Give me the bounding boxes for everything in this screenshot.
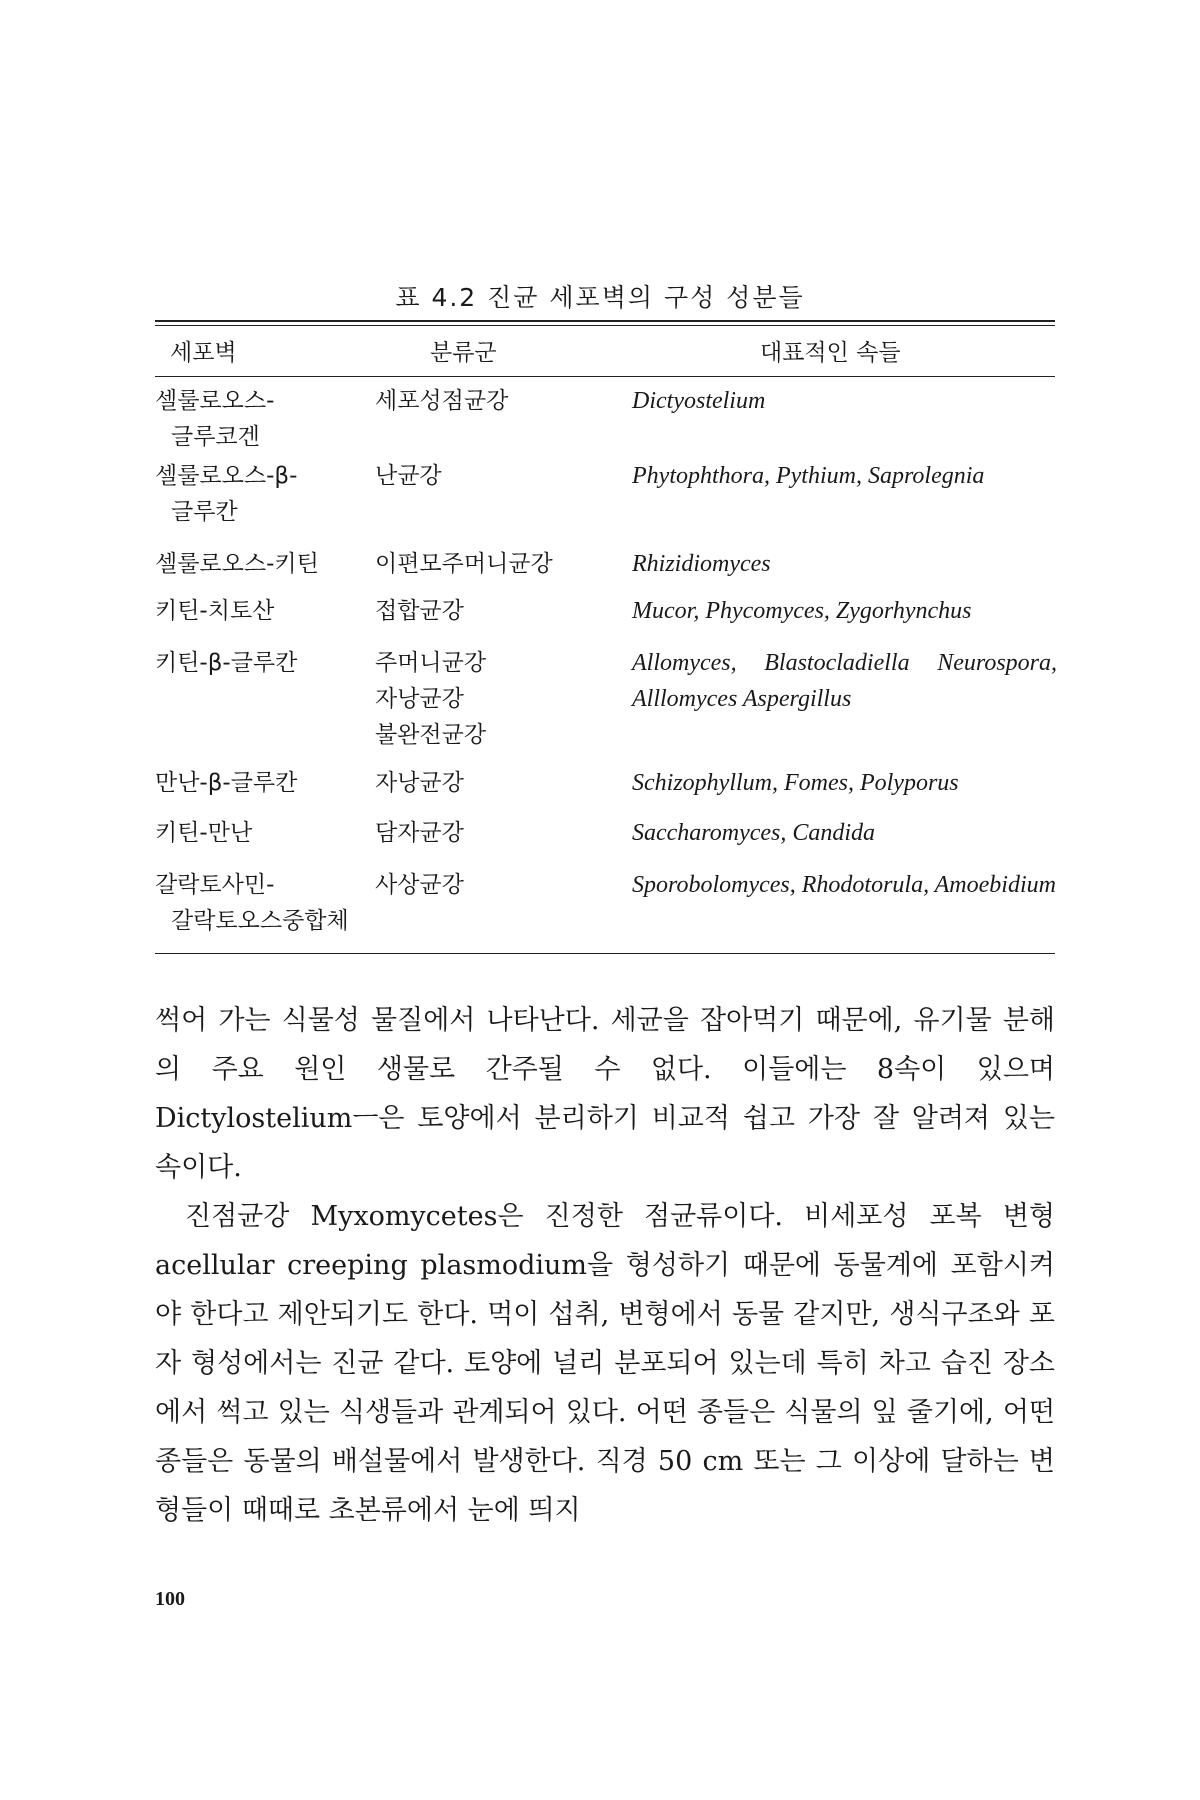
table-caption: 표 4.2 진균 세포벽의 구성 성분들	[395, 283, 805, 312]
table-header-rule	[155, 376, 1055, 377]
cell-wall: 키틴-β-글루칸	[155, 650, 298, 676]
cell-genera: Sporobolomyces, Rhodotorula, Amoebidium	[632, 872, 1056, 898]
cell-taxon: 난균강	[375, 463, 442, 489]
cell-genera: Allomyces, Blastocladiella Neurospora, Alllomyces Aspergillus	[632, 650, 1057, 712]
cell-genera: Saccharomyces, Candida	[632, 820, 876, 846]
cell-wall: 셀룰로오스-키틴	[155, 551, 319, 577]
cell-wall: 키틴-만난	[155, 820, 253, 846]
table-bottom-rule	[155, 953, 1055, 954]
cell-taxon: 주머니균강 자낭균강 불완전균강	[375, 650, 487, 748]
cell-genera: Rhizidiomyces	[632, 551, 771, 577]
header-cell-genera: 대표적인 속들	[760, 340, 901, 366]
cell-wall: 키틴-치토산	[155, 598, 275, 624]
header-cell-taxon: 분류군	[430, 340, 497, 366]
cell-taxon: 담자균강	[375, 820, 464, 846]
table-top-rule-inner	[155, 325, 1055, 326]
paragraph: 썩어 가는 식물성 물질에서 나타난다. 세균을 잡아먹기 때문에, 유기물 분해의 주요 원인 생물로 간주될 수 없다. 이들에는 8속이 있으며 Dictylosteliumㅡ은 토양에서 분리하기 비교적 쉽고 가장 잘 알려져 있는 속이다.	[155, 1005, 1055, 1183]
cell-taxon: 접합균강	[375, 598, 464, 624]
cell-taxon: 사상균강	[375, 872, 464, 898]
body-text	[155, 996, 1055, 1535]
page-number: 100	[155, 1588, 185, 1610]
header-cell-wall: 세포벽	[170, 340, 237, 366]
cell-wall: 셀룰로오스- 글루코겐	[155, 388, 275, 450]
paragraph: 진점균강 Myxomycetes은 진정한 점균류이다. 비세포성 포복 변형 acellular creeping plasmodium을 형성하기 때문에 동물계에 포함시켜야 한다고 제안되기도 한다. 먹이 섭취, 변형에서 동물 같지만, 생식구조와 포자 형성에서는 진균 같다. 토양에 널리 분포되어 있는데 특히 차고 습진 장소에서 썩고 있는 식생들과 관계되어 있다. 어떤 종들은 식물의 잎 줄기에, 어떤 종들은 동물의 배설물에서 발생한다. 직경 50 cm 또는 그 이상에 달하는 변형들이 때때로 초본류에서 눈에 띄지	[155, 1201, 1055, 1526]
cell-genera: Schizophyllum, Fomes, Polyporus	[632, 770, 959, 796]
cell-genera: Mucor, Phycomyces, Zygorhynchus	[632, 598, 972, 624]
cell-wall: 갈락토사민- 갈락토오스중합체	[155, 872, 349, 934]
cell-genera: Dictyostelium	[632, 388, 766, 414]
cell-genera: Phytophthora, Pythium, Saprolegnia	[632, 463, 985, 489]
table-top-rule	[155, 320, 1055, 322]
cell-taxon: 세포성점균강	[375, 388, 509, 414]
cell-taxon: 자낭균강	[375, 770, 464, 796]
cell-wall: 셀룰로오스-β- 글루칸	[155, 463, 298, 525]
cell-taxon: 이편모주머니균강	[375, 551, 553, 577]
cell-wall: 만난-β-글루칸	[155, 770, 298, 796]
